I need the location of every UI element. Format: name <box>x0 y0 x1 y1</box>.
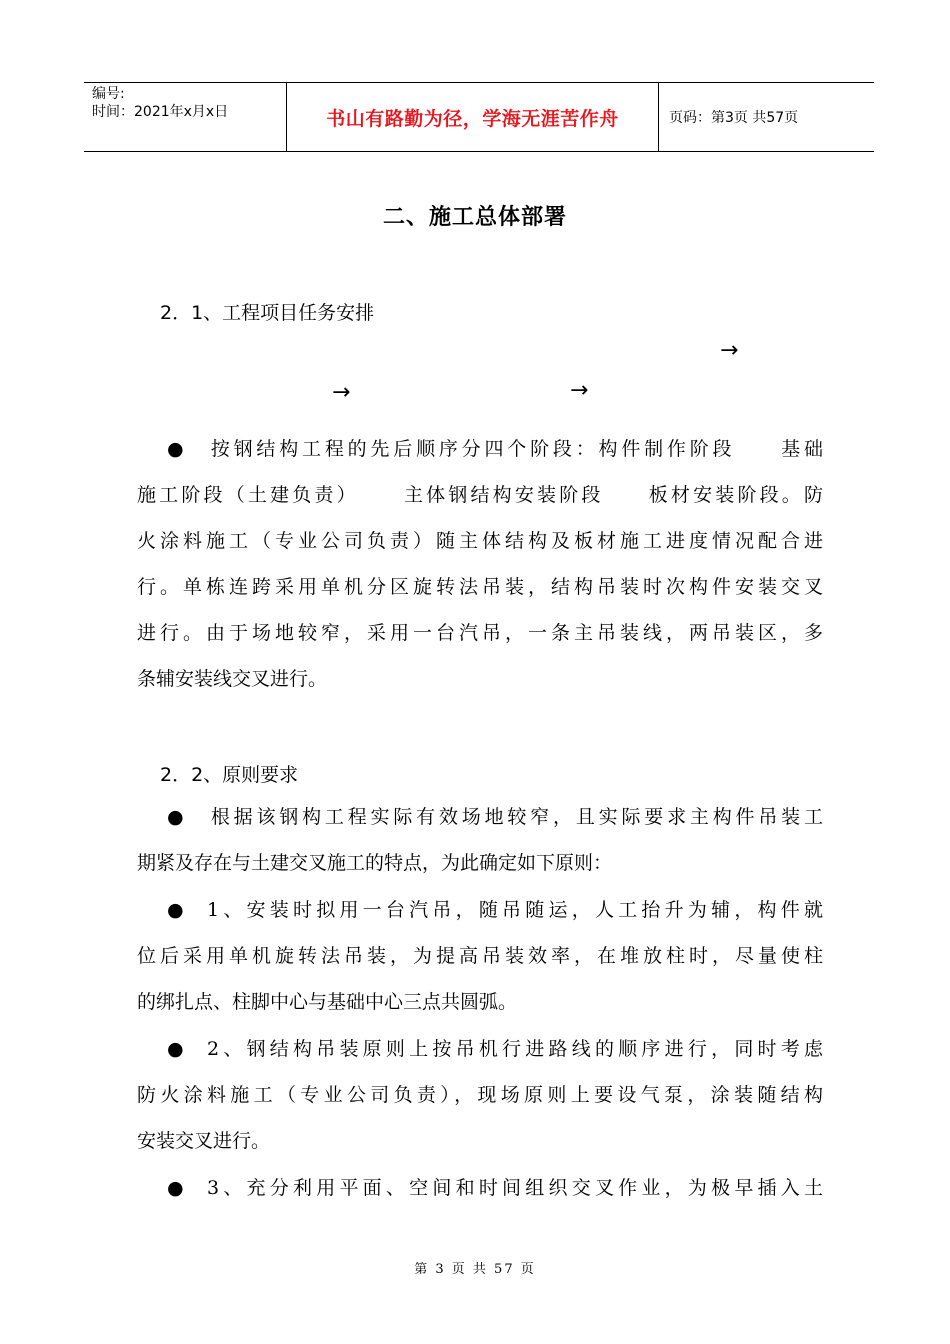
section-title: 二、施工总体部署 <box>382 205 567 230</box>
paragraph-line: 位后采用单机旋转法吊装，为提高吊装效率，在堆放柱时，尽量使柱 <box>137 945 823 967</box>
text-span: 1、安装时拟用一台汽吊，随吊随运，人工抬升为辅，构件就 <box>207 899 823 921</box>
paragraph-line <box>137 1026 823 1072</box>
bullet-icon: ● <box>167 1038 184 1060</box>
document-time-label: 时间：2021年x月x日 <box>92 104 229 120</box>
document-number-label: 编号: <box>92 86 125 102</box>
paragraph-line: 条辅安装线交叉进行。 <box>137 668 328 690</box>
flow-arrow-icon: → <box>720 338 739 363</box>
paragraph-line <box>137 794 823 840</box>
flow-arrow-icon: → <box>332 380 351 405</box>
text-span: 2、钢结构吊装原则上按吊机行进路线的顺序进行，同时考虑 <box>207 1038 823 1060</box>
text-span: 基础 <box>777 438 823 460</box>
header-meta <box>84 83 287 151</box>
text-span: 按钢结构工程的先后顺序分四个阶段：构件制作阶段 <box>207 438 736 460</box>
flow-arrow-icon: → <box>570 378 589 403</box>
header-motto-cell <box>287 83 659 151</box>
paragraph-line <box>137 426 823 472</box>
paragraph-line <box>137 887 823 933</box>
paragraph-2-2-item-2 <box>137 1026 823 1164</box>
bullet-icon: ● <box>167 899 184 921</box>
bullet-icon: ● <box>167 438 184 460</box>
paragraph-line <box>137 1165 823 1211</box>
text-span: 施工阶段（土建负责） <box>137 484 359 506</box>
text-span: 根据该钢构工程实际有效场地较窄，且实际要求主构件吊装工 <box>207 806 823 828</box>
paragraph-2-2-item-1 <box>137 887 823 1025</box>
text-span: 主体钢结构安装阶段 <box>400 484 604 506</box>
text-span: 板材安装阶段。防 <box>645 484 823 506</box>
text-span: 3、充分利用平面、空间和时间组织交叉作业，为极早插入土 <box>207 1177 823 1199</box>
page-header <box>84 82 874 152</box>
paragraph-line <box>137 472 823 518</box>
paragraph-2-2-intro <box>137 794 823 886</box>
page-info-text: 页码：第3页 共57页 <box>669 110 799 126</box>
subsection-2-1-heading: 2．1、工程项目任务安排 <box>160 302 375 324</box>
paragraph-line: 期紧及存在与土建交叉施工的特点，为此确定如下原则： <box>137 852 613 874</box>
subsection-2-2-heading: 2．2、原则要求 <box>160 764 299 786</box>
paragraph-2-2-item-3 <box>137 1165 823 1211</box>
page-footer: 第 3 页 共 57 页 <box>414 1262 536 1277</box>
paragraph-line: 行。单栋连跨采用单机分区旋转法吊装，结构吊装时次构件安装交叉 <box>137 576 823 598</box>
header-motto: 书山有路勤为径，学海无涯苦作舟 <box>326 107 619 130</box>
paragraph-2-1 <box>137 426 823 702</box>
paragraph-line: 进行。由于场地较窄，采用一台汽吊，一条主吊装线，两吊装区，多 <box>137 622 823 644</box>
paragraph-line: 的绑扎点、柱脚中心与基础中心三点共圆弧。 <box>137 991 518 1013</box>
paragraph-line: 安装交叉进行。 <box>137 1130 271 1152</box>
paragraph-line: 防火涂料施工（专业公司负责），现场原则上要设气泵，涂装随结构 <box>137 1084 823 1106</box>
bullet-icon: ● <box>167 1177 184 1199</box>
header-page-info <box>659 83 874 151</box>
paragraph-line: 火涂料施工（专业公司负责）随主体结构及板材施工进度情况配合进 <box>137 530 823 552</box>
bullet-icon: ● <box>167 806 184 828</box>
